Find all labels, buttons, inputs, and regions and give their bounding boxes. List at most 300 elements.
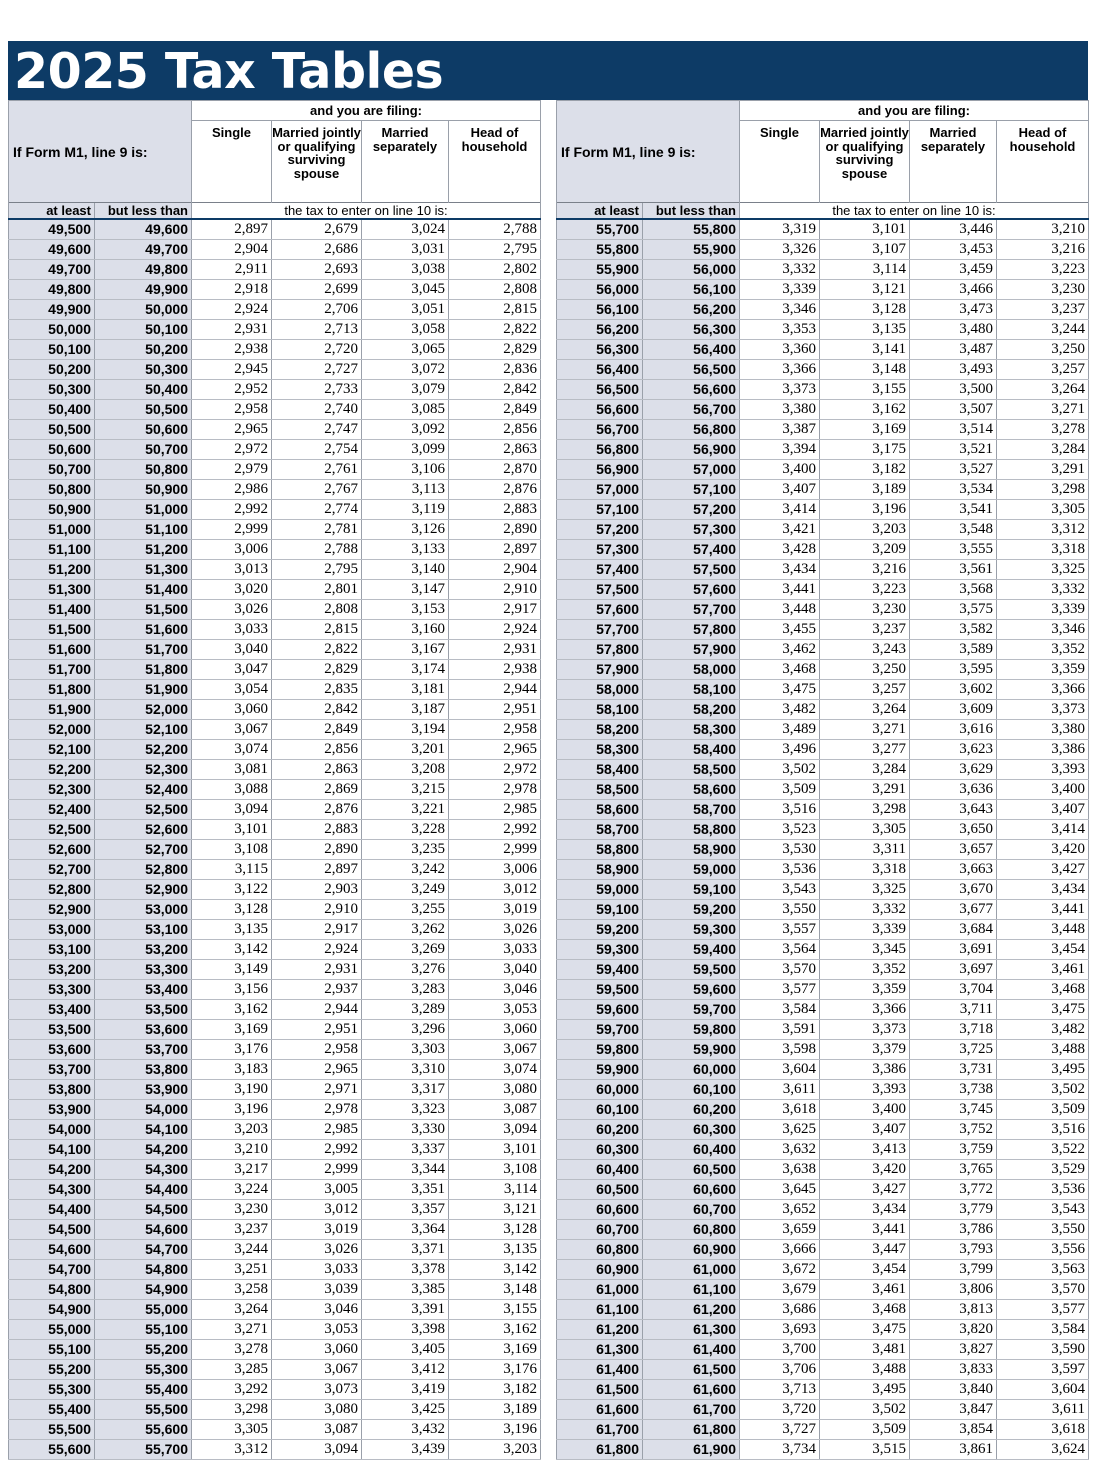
at-least-cell: 56,600 xyxy=(557,400,643,420)
head-of-household-tax-cell: 3,135 xyxy=(449,1240,541,1260)
married-jointly-tax-cell: 3,135 xyxy=(820,320,910,340)
head-of-household-tax-cell: 3,434 xyxy=(997,880,1089,900)
income-range-header: If Form M1, line 9 is: xyxy=(9,101,192,203)
table-row xyxy=(9,1400,541,1420)
but-less-than-cell: 50,200 xyxy=(95,340,192,360)
head-of-household-tax-cell: 3,509 xyxy=(997,1100,1089,1120)
married-jointly-tax-cell: 3,216 xyxy=(820,560,910,580)
married-jointly-tax-cell: 2,869 xyxy=(272,780,362,800)
married-separately-tax-cell: 3,140 xyxy=(362,560,449,580)
head-of-household-tax-cell: 2,897 xyxy=(449,540,541,560)
head-of-household-tax-cell: 3,121 xyxy=(449,1200,541,1220)
head-of-household-tax-cell: 3,584 xyxy=(997,1320,1089,1340)
at-least-cell: 52,500 xyxy=(9,820,95,840)
but-less-than-cell: 59,100 xyxy=(643,880,740,900)
head-of-household-tax-cell: 3,475 xyxy=(997,1000,1089,1020)
married-separately-tax-cell: 3,589 xyxy=(910,640,997,660)
but-less-than-cell: 49,700 xyxy=(95,240,192,260)
filing-status-header: and you are filing: xyxy=(192,101,541,121)
married-jointly-tax-cell: 2,699 xyxy=(272,280,362,300)
but-less-than-cell: 53,100 xyxy=(95,920,192,940)
married-jointly-tax-cell: 3,271 xyxy=(820,720,910,740)
at-least-cell: 53,800 xyxy=(9,1080,95,1100)
single-tax-cell: 3,142 xyxy=(192,940,272,960)
table-row xyxy=(9,600,541,620)
but-less-than-cell: 51,100 xyxy=(95,520,192,540)
single-tax-cell: 3,040 xyxy=(192,640,272,660)
table-row xyxy=(9,1420,541,1440)
at-least-cell: 53,200 xyxy=(9,960,95,980)
married-jointly-tax-cell: 2,774 xyxy=(272,500,362,520)
but-less-than-cell: 49,800 xyxy=(95,260,192,280)
single-tax-cell: 3,156 xyxy=(192,980,272,1000)
head-of-household-tax-cell: 3,250 xyxy=(997,340,1089,360)
table-row xyxy=(557,680,1089,700)
married-separately-tax-cell: 3,568 xyxy=(910,580,997,600)
but-less-than-cell: 54,900 xyxy=(95,1280,192,1300)
head-of-household-tax-cell: 3,604 xyxy=(997,1380,1089,1400)
married-jointly-tax-cell: 2,706 xyxy=(272,300,362,320)
at-least-cell: 49,900 xyxy=(9,300,95,320)
but-less-than-cell: 56,900 xyxy=(643,440,740,460)
married-separately-tax-cell: 3,405 xyxy=(362,1340,449,1360)
col-head-of-household: Head of household xyxy=(449,121,541,203)
single-tax-cell: 3,482 xyxy=(740,700,820,720)
head-of-household-tax-cell: 2,788 xyxy=(449,219,541,240)
table-row xyxy=(9,1260,541,1280)
head-of-household-tax-cell: 3,142 xyxy=(449,1260,541,1280)
head-of-household-tax-cell: 3,312 xyxy=(997,520,1089,540)
table-row xyxy=(9,1220,541,1240)
married-separately-tax-cell: 3,527 xyxy=(910,460,997,480)
married-jointly-tax-cell: 2,985 xyxy=(272,1120,362,1140)
head-of-household-tax-cell: 2,795 xyxy=(449,240,541,260)
table-row xyxy=(557,1340,1089,1360)
married-jointly-tax-cell: 2,754 xyxy=(272,440,362,460)
married-separately-tax-cell: 3,466 xyxy=(910,280,997,300)
but-less-than-cell: 54,600 xyxy=(95,1220,192,1240)
married-jointly-tax-cell: 3,407 xyxy=(820,1120,910,1140)
married-separately-tax-cell: 3,806 xyxy=(910,1280,997,1300)
table-row xyxy=(9,360,541,380)
married-separately-tax-cell: 3,194 xyxy=(362,720,449,740)
at-least-cell: 58,000 xyxy=(557,680,643,700)
tax-line-header: the tax to enter on line 10 is: xyxy=(740,203,1089,220)
single-tax-cell: 3,149 xyxy=(192,960,272,980)
married-separately-tax-cell: 3,371 xyxy=(362,1240,449,1260)
table-row xyxy=(9,640,541,660)
married-separately-tax-cell: 3,215 xyxy=(362,780,449,800)
but-less-than-cell: 51,900 xyxy=(95,680,192,700)
single-tax-cell: 2,945 xyxy=(192,360,272,380)
married-jointly-tax-cell: 3,264 xyxy=(820,700,910,720)
at-least-cell: 61,800 xyxy=(557,1440,643,1460)
married-jointly-tax-cell: 3,495 xyxy=(820,1380,910,1400)
single-tax-cell: 3,591 xyxy=(740,1020,820,1040)
single-tax-cell: 3,332 xyxy=(740,260,820,280)
head-of-household-tax-cell: 2,951 xyxy=(449,700,541,720)
at-least-cell: 61,300 xyxy=(557,1340,643,1360)
but-less-than-cell: 55,600 xyxy=(95,1420,192,1440)
single-tax-cell: 3,081 xyxy=(192,760,272,780)
col-head-of-household: Head of household xyxy=(997,121,1089,203)
tax-table xyxy=(8,100,541,1460)
married-separately-tax-cell: 3,827 xyxy=(910,1340,997,1360)
table-row xyxy=(9,1000,541,1020)
table-row xyxy=(557,520,1089,540)
married-separately-tax-cell: 3,738 xyxy=(910,1080,997,1100)
single-tax-cell: 3,428 xyxy=(740,540,820,560)
married-separately-tax-cell: 3,813 xyxy=(910,1300,997,1320)
married-separately-tax-cell: 3,317 xyxy=(362,1080,449,1100)
married-jointly-tax-cell: 3,277 xyxy=(820,740,910,760)
table-row xyxy=(9,620,541,640)
head-of-household-tax-cell: 3,570 xyxy=(997,1280,1089,1300)
head-of-household-tax-cell: 3,529 xyxy=(997,1160,1089,1180)
married-jointly-tax-cell: 3,420 xyxy=(820,1160,910,1180)
married-jointly-tax-cell: 3,427 xyxy=(820,1180,910,1200)
single-tax-cell: 3,632 xyxy=(740,1140,820,1160)
head-of-household-tax-cell: 3,441 xyxy=(997,900,1089,920)
at-least-cell: 61,600 xyxy=(557,1400,643,1420)
but-less-than-cell: 51,800 xyxy=(95,660,192,680)
married-jointly-tax-cell: 3,073 xyxy=(272,1380,362,1400)
married-jointly-tax-cell: 3,468 xyxy=(820,1300,910,1320)
single-tax-cell: 3,339 xyxy=(740,280,820,300)
at-least-cell: 54,800 xyxy=(9,1280,95,1300)
but-less-than-cell: 53,200 xyxy=(95,940,192,960)
head-of-household-tax-cell: 3,522 xyxy=(997,1140,1089,1160)
single-tax-cell: 3,088 xyxy=(192,780,272,800)
single-tax-cell: 3,047 xyxy=(192,660,272,680)
at-least-cell: 60,900 xyxy=(557,1260,643,1280)
table-row xyxy=(557,1440,1089,1460)
but-less-than-cell: 54,100 xyxy=(95,1120,192,1140)
but-less-than-cell: 56,100 xyxy=(643,280,740,300)
head-of-household-tax-cell: 3,203 xyxy=(449,1440,541,1460)
single-tax-cell: 2,897 xyxy=(192,219,272,240)
at-least-cell: 60,800 xyxy=(557,1240,643,1260)
head-of-household-tax-cell: 3,590 xyxy=(997,1340,1089,1360)
single-tax-cell: 3,224 xyxy=(192,1180,272,1200)
head-of-household-tax-cell: 3,237 xyxy=(997,300,1089,320)
married-jointly-tax-cell: 2,971 xyxy=(272,1080,362,1100)
col-at-least: at least xyxy=(557,203,643,220)
married-jointly-tax-cell: 3,447 xyxy=(820,1240,910,1260)
at-least-cell: 53,400 xyxy=(9,1000,95,1020)
married-jointly-tax-cell: 3,413 xyxy=(820,1140,910,1160)
at-least-cell: 59,800 xyxy=(557,1040,643,1060)
single-tax-cell: 3,244 xyxy=(192,1240,272,1260)
but-less-than-cell: 51,000 xyxy=(95,500,192,520)
at-least-cell: 58,600 xyxy=(557,800,643,820)
married-separately-tax-cell: 3,330 xyxy=(362,1120,449,1140)
single-tax-cell: 3,278 xyxy=(192,1340,272,1360)
table-row xyxy=(9,219,541,240)
head-of-household-tax-cell: 3,461 xyxy=(997,960,1089,980)
single-tax-cell: 3,067 xyxy=(192,720,272,740)
single-tax-cell: 3,020 xyxy=(192,580,272,600)
single-tax-cell: 3,292 xyxy=(192,1380,272,1400)
but-less-than-cell: 57,300 xyxy=(643,520,740,540)
table-row xyxy=(557,1120,1089,1140)
single-tax-cell: 2,931 xyxy=(192,320,272,340)
but-less-than-cell: 51,200 xyxy=(95,540,192,560)
married-separately-tax-cell: 3,113 xyxy=(362,480,449,500)
head-of-household-tax-cell: 3,060 xyxy=(449,1020,541,1040)
but-less-than-cell: 58,300 xyxy=(643,720,740,740)
at-least-cell: 57,700 xyxy=(557,620,643,640)
table-row xyxy=(557,760,1089,780)
but-less-than-cell: 59,800 xyxy=(643,1020,740,1040)
table-row xyxy=(557,980,1089,1000)
married-jointly-tax-cell: 3,019 xyxy=(272,1220,362,1240)
married-jointly-tax-cell: 3,352 xyxy=(820,960,910,980)
married-separately-tax-cell: 3,548 xyxy=(910,520,997,540)
single-tax-cell: 3,298 xyxy=(192,1400,272,1420)
single-tax-cell: 3,448 xyxy=(740,600,820,620)
table-row xyxy=(557,240,1089,260)
tax-table xyxy=(556,100,1089,1460)
married-separately-tax-cell: 3,779 xyxy=(910,1200,997,1220)
but-less-than-cell: 58,100 xyxy=(643,680,740,700)
at-least-cell: 59,600 xyxy=(557,1000,643,1020)
but-less-than-cell: 58,000 xyxy=(643,660,740,680)
but-less-than-cell: 59,300 xyxy=(643,920,740,940)
at-least-cell: 53,600 xyxy=(9,1040,95,1060)
table-row xyxy=(9,580,541,600)
table-row xyxy=(9,460,541,480)
table-row xyxy=(9,320,541,340)
at-least-cell: 52,800 xyxy=(9,880,95,900)
at-least-cell: 56,400 xyxy=(557,360,643,380)
head-of-household-tax-cell: 2,910 xyxy=(449,580,541,600)
but-less-than-cell: 60,500 xyxy=(643,1160,740,1180)
married-jointly-tax-cell: 3,155 xyxy=(820,380,910,400)
married-jointly-tax-cell: 3,257 xyxy=(820,680,910,700)
married-separately-tax-cell: 3,657 xyxy=(910,840,997,860)
married-separately-tax-cell: 3,480 xyxy=(910,320,997,340)
table-row xyxy=(557,340,1089,360)
table-row xyxy=(9,1440,541,1460)
married-separately-tax-cell: 3,711 xyxy=(910,1000,997,1020)
at-least-cell: 51,800 xyxy=(9,680,95,700)
table-row xyxy=(557,1100,1089,1120)
married-jointly-tax-cell: 2,815 xyxy=(272,620,362,640)
at-least-cell: 50,400 xyxy=(9,400,95,420)
married-jointly-tax-cell: 2,863 xyxy=(272,760,362,780)
head-of-household-tax-cell: 3,352 xyxy=(997,640,1089,660)
but-less-than-cell: 53,300 xyxy=(95,960,192,980)
table-row xyxy=(9,480,541,500)
at-least-cell: 52,700 xyxy=(9,860,95,880)
at-least-cell: 53,100 xyxy=(9,940,95,960)
married-jointly-tax-cell: 3,223 xyxy=(820,580,910,600)
table-row xyxy=(9,700,541,720)
head-of-household-tax-cell: 3,230 xyxy=(997,280,1089,300)
single-tax-cell: 3,326 xyxy=(740,240,820,260)
married-separately-tax-cell: 3,650 xyxy=(910,820,997,840)
married-separately-tax-cell: 3,079 xyxy=(362,380,449,400)
head-of-household-tax-cell: 3,400 xyxy=(997,780,1089,800)
head-of-household-tax-cell: 3,244 xyxy=(997,320,1089,340)
head-of-household-tax-cell: 3,305 xyxy=(997,500,1089,520)
at-least-cell: 54,400 xyxy=(9,1200,95,1220)
but-less-than-cell: 56,300 xyxy=(643,320,740,340)
married-jointly-tax-cell: 3,332 xyxy=(820,900,910,920)
single-tax-cell: 3,577 xyxy=(740,980,820,1000)
table-row xyxy=(9,940,541,960)
table-row xyxy=(557,280,1089,300)
at-least-cell: 49,500 xyxy=(9,219,95,240)
single-tax-cell: 3,360 xyxy=(740,340,820,360)
married-jointly-tax-cell: 2,931 xyxy=(272,960,362,980)
single-tax-cell: 3,217 xyxy=(192,1160,272,1180)
married-jointly-tax-cell: 3,039 xyxy=(272,1280,362,1300)
table-row xyxy=(9,1200,541,1220)
but-less-than-cell: 56,800 xyxy=(643,420,740,440)
table-row xyxy=(9,560,541,580)
head-of-household-tax-cell: 3,176 xyxy=(449,1360,541,1380)
single-tax-cell: 3,462 xyxy=(740,640,820,660)
head-of-household-tax-cell: 3,169 xyxy=(449,1340,541,1360)
head-of-household-tax-cell: 3,516 xyxy=(997,1120,1089,1140)
but-less-than-cell: 50,100 xyxy=(95,320,192,340)
table-row xyxy=(557,500,1089,520)
at-least-cell: 54,000 xyxy=(9,1120,95,1140)
single-tax-cell: 3,176 xyxy=(192,1040,272,1060)
head-of-household-tax-cell: 3,101 xyxy=(449,1140,541,1160)
married-separately-tax-cell: 3,439 xyxy=(362,1440,449,1460)
married-jointly-tax-cell: 3,203 xyxy=(820,520,910,540)
head-of-household-tax-cell: 3,407 xyxy=(997,800,1089,820)
married-separately-tax-cell: 3,453 xyxy=(910,240,997,260)
married-separately-tax-cell: 3,364 xyxy=(362,1220,449,1240)
head-of-household-tax-cell: 3,618 xyxy=(997,1420,1089,1440)
at-least-cell: 58,500 xyxy=(557,780,643,800)
married-separately-tax-cell: 3,235 xyxy=(362,840,449,860)
married-separately-tax-cell: 3,487 xyxy=(910,340,997,360)
table-row xyxy=(9,240,541,260)
but-less-than-cell: 53,900 xyxy=(95,1080,192,1100)
single-tax-cell: 3,625 xyxy=(740,1120,820,1140)
married-jointly-tax-cell: 3,502 xyxy=(820,1400,910,1420)
col-single: Single xyxy=(192,121,272,203)
head-of-household-tax-cell: 3,162 xyxy=(449,1320,541,1340)
single-tax-cell: 3,122 xyxy=(192,880,272,900)
table-row xyxy=(9,1340,541,1360)
head-of-household-tax-cell: 2,883 xyxy=(449,500,541,520)
married-jointly-tax-cell: 3,209 xyxy=(820,540,910,560)
at-least-cell: 60,400 xyxy=(557,1160,643,1180)
at-least-cell: 50,200 xyxy=(9,360,95,380)
head-of-household-tax-cell: 3,196 xyxy=(449,1420,541,1440)
single-tax-cell: 3,135 xyxy=(192,920,272,940)
head-of-household-tax-cell: 3,012 xyxy=(449,880,541,900)
at-least-cell: 57,800 xyxy=(557,640,643,660)
married-jointly-tax-cell: 3,373 xyxy=(820,1020,910,1040)
married-separately-tax-cell: 3,718 xyxy=(910,1020,997,1040)
income-range-header: If Form M1, line 9 is: xyxy=(557,101,740,203)
at-least-cell: 61,200 xyxy=(557,1320,643,1340)
page-title: 2025 Tax Tables xyxy=(14,43,444,100)
at-least-cell: 60,100 xyxy=(557,1100,643,1120)
married-separately-tax-cell: 3,038 xyxy=(362,260,449,280)
married-jointly-tax-cell: 2,903 xyxy=(272,880,362,900)
table-row xyxy=(557,420,1089,440)
but-less-than-cell: 59,900 xyxy=(643,1040,740,1060)
married-separately-tax-cell: 3,493 xyxy=(910,360,997,380)
at-least-cell: 54,300 xyxy=(9,1180,95,1200)
table-row xyxy=(9,280,541,300)
table-row xyxy=(9,780,541,800)
married-separately-tax-cell: 3,187 xyxy=(362,700,449,720)
single-tax-cell: 3,475 xyxy=(740,680,820,700)
married-jointly-tax-cell: 3,515 xyxy=(820,1440,910,1460)
head-of-household-tax-cell: 3,074 xyxy=(449,1060,541,1080)
table-row xyxy=(557,460,1089,480)
table-row xyxy=(9,980,541,1000)
single-tax-cell: 2,979 xyxy=(192,460,272,480)
married-separately-tax-cell: 3,840 xyxy=(910,1380,997,1400)
single-tax-cell: 3,645 xyxy=(740,1180,820,1200)
but-less-than-cell: 60,700 xyxy=(643,1200,740,1220)
married-separately-tax-cell: 3,555 xyxy=(910,540,997,560)
married-separately-tax-cell: 3,269 xyxy=(362,940,449,960)
married-jointly-tax-cell: 3,189 xyxy=(820,480,910,500)
single-tax-cell: 3,203 xyxy=(192,1120,272,1140)
but-less-than-cell: 57,000 xyxy=(643,460,740,480)
single-tax-cell: 3,679 xyxy=(740,1280,820,1300)
at-least-cell: 55,700 xyxy=(557,219,643,240)
table-row xyxy=(557,380,1089,400)
head-of-household-tax-cell: 3,488 xyxy=(997,1040,1089,1060)
married-separately-tax-cell: 3,310 xyxy=(362,1060,449,1080)
married-separately-tax-cell: 3,065 xyxy=(362,340,449,360)
table-row xyxy=(557,720,1089,740)
at-least-cell: 55,200 xyxy=(9,1360,95,1380)
at-least-cell: 60,300 xyxy=(557,1140,643,1160)
single-tax-cell: 3,564 xyxy=(740,940,820,960)
at-least-cell: 59,200 xyxy=(557,920,643,940)
but-less-than-cell: 55,400 xyxy=(95,1380,192,1400)
married-separately-tax-cell: 3,181 xyxy=(362,680,449,700)
but-less-than-cell: 60,100 xyxy=(643,1080,740,1100)
table-row xyxy=(9,920,541,940)
at-least-cell: 51,100 xyxy=(9,540,95,560)
married-separately-tax-cell: 3,045 xyxy=(362,280,449,300)
table-row xyxy=(9,440,541,460)
at-least-cell: 50,800 xyxy=(9,480,95,500)
married-separately-tax-cell: 3,432 xyxy=(362,1420,449,1440)
head-of-household-tax-cell: 3,359 xyxy=(997,660,1089,680)
head-of-household-tax-cell: 2,802 xyxy=(449,260,541,280)
but-less-than-cell: 56,700 xyxy=(643,400,740,420)
head-of-household-tax-cell: 3,325 xyxy=(997,560,1089,580)
table-row xyxy=(557,780,1089,800)
head-of-household-tax-cell: 2,815 xyxy=(449,300,541,320)
table-row xyxy=(557,840,1089,860)
at-least-cell: 61,100 xyxy=(557,1300,643,1320)
married-jointly-tax-cell: 3,107 xyxy=(820,240,910,260)
single-tax-cell: 3,604 xyxy=(740,1060,820,1080)
single-tax-cell: 3,666 xyxy=(740,1240,820,1260)
single-tax-cell: 2,965 xyxy=(192,420,272,440)
married-jointly-tax-cell: 2,910 xyxy=(272,900,362,920)
married-separately-tax-cell: 3,255 xyxy=(362,900,449,920)
single-tax-cell: 3,734 xyxy=(740,1440,820,1460)
col-single: Single xyxy=(740,121,820,203)
